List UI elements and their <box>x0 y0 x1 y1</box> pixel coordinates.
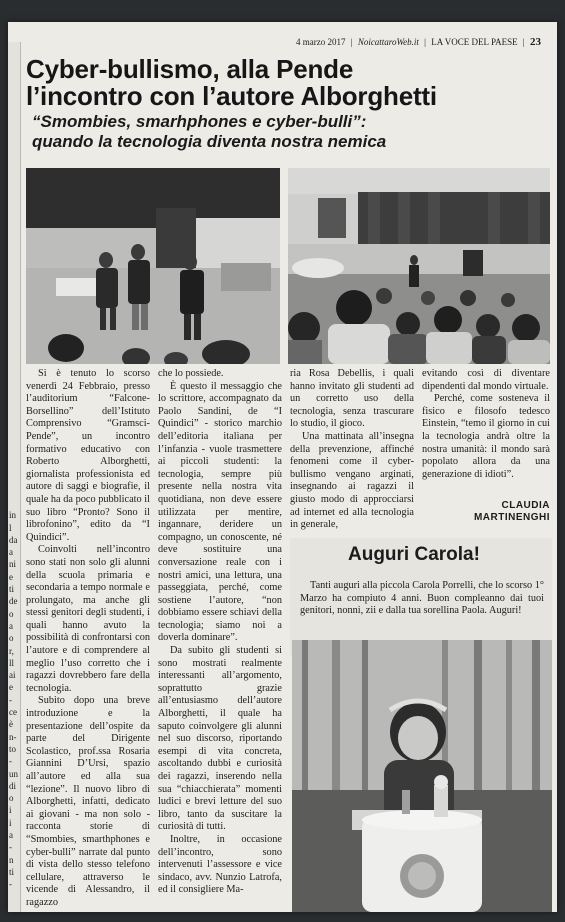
strip-fragment <box>8 239 20 251</box>
strip-fragment <box>8 313 20 325</box>
strip-fragment: da <box>9 534 18 545</box>
strip-fragment: in <box>9 510 17 521</box>
strip-fragment <box>8 903 20 912</box>
header-separator: | <box>424 37 426 47</box>
strip-fragment <box>8 177 20 189</box>
strip-fragment <box>8 251 20 263</box>
article-subtitle-line-1: “Smombies, smarhphones e cyber-bulli”: <box>32 112 367 131</box>
article-title-line-2: l’incontro con l’autore Alborghetti <box>26 81 437 111</box>
strip-fragment <box>8 349 20 361</box>
header-separator: | <box>522 37 525 47</box>
strip-fragment: n- <box>9 731 17 742</box>
paragraph: Da subito gli studenti si sono mostrati realmente interessanti all’argomento, soprattutto grazie all’entusiasmo dell’autore Alborghetti, il quale ha saputo coinvolgere gli alunni nel suo discorso, riportando esempi di vita concreta, ascoltando dubbi e curiosità dei ragazzi, inserendo nella sua “chiacchierata” momenti ludici e brevi letture del suo libro, tanto da suscitare la curiosità di tutti. <box>158 645 282 833</box>
strip-fragment: a <box>9 547 13 558</box>
strip-fragment: i <box>9 805 12 816</box>
paragraph: evitando così di diventare dipendenti dal mondo virtuale. <box>422 368 550 392</box>
strip-fragment: o <box>9 633 14 644</box>
newspaper-page <box>8 22 557 912</box>
paragraph: Inoltre, in occasione dell’incontro, sono intervenuti l’assessore e vice sindaco, avv. Nunzio Latrofa, ed il consigliere Ma- <box>158 833 282 896</box>
strip-fragment <box>8 54 20 66</box>
strip-fragment: - <box>9 842 12 853</box>
strip-fragment: a <box>9 830 13 840</box>
strip-fragment <box>8 337 20 349</box>
strip-fragment <box>8 153 20 165</box>
strip-fragment <box>8 448 20 460</box>
header-site: NoicattaroWeb.it <box>357 37 419 47</box>
strip-fragment <box>8 288 20 300</box>
strip-fragment: n <box>9 854 14 865</box>
strip-fragment <box>8 116 20 128</box>
article-subtitle-line-2: quando la tecnologia diventa nostra nemica <box>32 132 387 151</box>
article-subtitle <box>32 112 552 152</box>
strip-fragment: ni <box>9 559 17 570</box>
strip-fragment <box>8 411 20 423</box>
paragraph: Coinvolti nell’incontro sono stati non solo gli alunni della scuola primaria e secondaria a tempo normale e prolungato, ma anche gli stessi genitori degli studenti, i quali hanno avuto la possibilità di confrontarsi con l’autore e di comprendere al meglio l’uso corretto che i ragazzi dovrebbero fare della tecnologia. <box>26 544 150 694</box>
strip-fragment: o <box>9 608 14 619</box>
article-column-1 <box>26 368 150 910</box>
strip-fragment: l <box>9 522 12 533</box>
signature-last-name: MARTINENGHI <box>473 512 550 523</box>
article-signature <box>438 500 550 524</box>
auguri-text: Tanti auguri alla piccola Carola Porrelli, che lo scorso 1° Marzo ha compiuto 4 anni. Buon compleanno dai tuoi genitori, nonni, zii e dalla tua sorellina Paola. Auguri! <box>300 580 544 617</box>
page-number: 23 <box>529 36 541 48</box>
strip-fragment <box>8 226 20 238</box>
article-column-3 <box>290 368 414 532</box>
paragraph: ria Rosa Debellis, i quali hanno invitato gli studenti ad un corretto uso della tecnologia, senza trascurare lo studio, il gioco. <box>290 368 414 430</box>
paragraph: Una mattinata all’insegna della prevenzione, affinché fenomeni come il cyber-bullismo vengano arginati, insegnando ai ragazzi il giusto modo di approcciarsi ad internet ed alla tecnologia in generale, <box>290 430 414 531</box>
paragraph: Perché, come sosteneva il fisico e filosofo tedesco Einstein, “temo il giorno in cui la tecnologia andrà oltre la nostra umanità: il mondo sarà popolato allora da una generazione di idioti”. <box>422 393 550 480</box>
paragraph: Si è tenuto lo scorso venerdì 24 Febbraio, presso l’auditorium “Falcone-Borsellino” dell’Istituto Comprensivo “Gramsci-Pende”, un incontro formativo educativo con Roberto Alborghetti, giornalista professionista ed autore di saggi e biografie, il quale ha da poco pubblicato il suo libro “Pronto? Sono il librofonino”, edito da “I Quindici”. <box>26 368 150 543</box>
auguri-title: Auguri Carola! <box>348 544 480 565</box>
strip-fragment: un <box>9 768 18 779</box>
strip-fragment <box>8 460 20 472</box>
strip-fragment <box>8 128 20 140</box>
strip-fragment <box>8 386 20 398</box>
signature-first-name: CLAUDIA <box>501 500 550 511</box>
strip-fragment <box>8 300 20 312</box>
strip-fragment <box>8 423 20 435</box>
photo-birthday-girl-cake <box>292 640 552 912</box>
strip-fragment <box>8 276 20 288</box>
header-separator: | <box>350 37 353 47</box>
strip-fragment <box>8 485 20 497</box>
strip-fragment <box>8 325 20 337</box>
strip-fragment <box>8 67 20 79</box>
paragraph: Subito dopo una breve introduzione e la presentazione dell’ospite da parte del Dirigente Scolastico, prof.ssa Rosaria Giannini D’Ursi, spazio all’autore ed alla sua “lezione”. Il nuovo libro di Alborghetti, infatti, dedicato ai giovani - ma non solo - racconta storie di “Smombies, smarthphones e cyber-bulli” narrate dal punto di vista dello stesso telefono cellulare, attraverso le vicende di Alessandro, il ragazzo <box>26 695 150 908</box>
article-title <box>26 56 551 110</box>
strip-fragment <box>8 362 20 374</box>
strip-fragment <box>8 374 20 386</box>
strip-fragment: ti <box>9 584 15 595</box>
strip-fragment: - <box>9 879 12 890</box>
strip-fragment: ai <box>9 670 16 681</box>
strip-fragment <box>8 91 20 103</box>
strip-fragment: - <box>9 694 12 705</box>
strip-fragment <box>8 436 20 448</box>
strip-fragment <box>8 79 20 91</box>
strip-fragment: è <box>9 719 13 730</box>
strip-fragment <box>8 263 20 275</box>
strip-fragment: ce <box>9 707 17 718</box>
strip-fragment <box>8 399 20 411</box>
photo-speakers-on-stage <box>26 168 280 364</box>
strip-fragment <box>8 497 20 509</box>
article-title-line-1: Cyber-bullismo, alla Pende <box>26 54 354 84</box>
strip-fragment <box>8 165 20 177</box>
strip-fragment <box>8 214 20 226</box>
page-header <box>296 36 541 48</box>
strip-fragment <box>8 103 20 115</box>
header-paper-name: LA VOCE DEL PAESE <box>431 37 518 47</box>
adjacent-page-strip <box>8 42 21 912</box>
paragraph: È questo il messaggio che lo scrittore, accompagnato da Paolo Sandini, de “I Quindici” - storico marchio dell’editoria italiana per l’infanzia - vuole trasmettere ai piccoli studenti: la tecnologia, sempre più presente nella nostra vita quotidiana, non deve essere utilizzata per mentire, ingannare, deridere un compagno, un conoscente, né deve sostituire una conversazione reale con i nostri amici, una lettura, una passeggiata, perché, come sostiene l’autore, “non dobbiamo essere schiavi della tecnologia; siamo noi a doverla dominare”. <box>158 380 282 644</box>
strip-fragment <box>8 140 20 152</box>
strip-fragment: de <box>9 596 18 607</box>
photo-audience-auditorium <box>288 168 550 364</box>
strip-fragment: r, <box>9 645 14 656</box>
strip-fragment: a <box>9 620 13 631</box>
article-column-2 <box>158 368 282 897</box>
strip-fragment: o <box>9 793 14 804</box>
strip-fragment: - <box>9 756 12 767</box>
article-column-4 <box>422 368 550 481</box>
strip-fragment: ti <box>9 866 15 877</box>
strip-fragment: di <box>9 780 17 791</box>
header-date: 4 marzo 2017 <box>296 37 346 47</box>
strip-fragment <box>8 190 20 202</box>
auguri-box <box>290 538 552 656</box>
strip-fragment <box>8 472 20 484</box>
strip-fragment: e <box>9 682 13 693</box>
strip-fragment: e <box>9 571 13 582</box>
strip-fragment <box>8 202 20 214</box>
strip-fragment <box>8 42 20 54</box>
strip-fragment: i <box>9 817 12 828</box>
strip-fragment: ll <box>9 657 15 668</box>
strip-fragment: to <box>9 743 17 754</box>
strip-fragment <box>8 890 20 902</box>
paragraph: che lo possiede. <box>158 368 224 379</box>
